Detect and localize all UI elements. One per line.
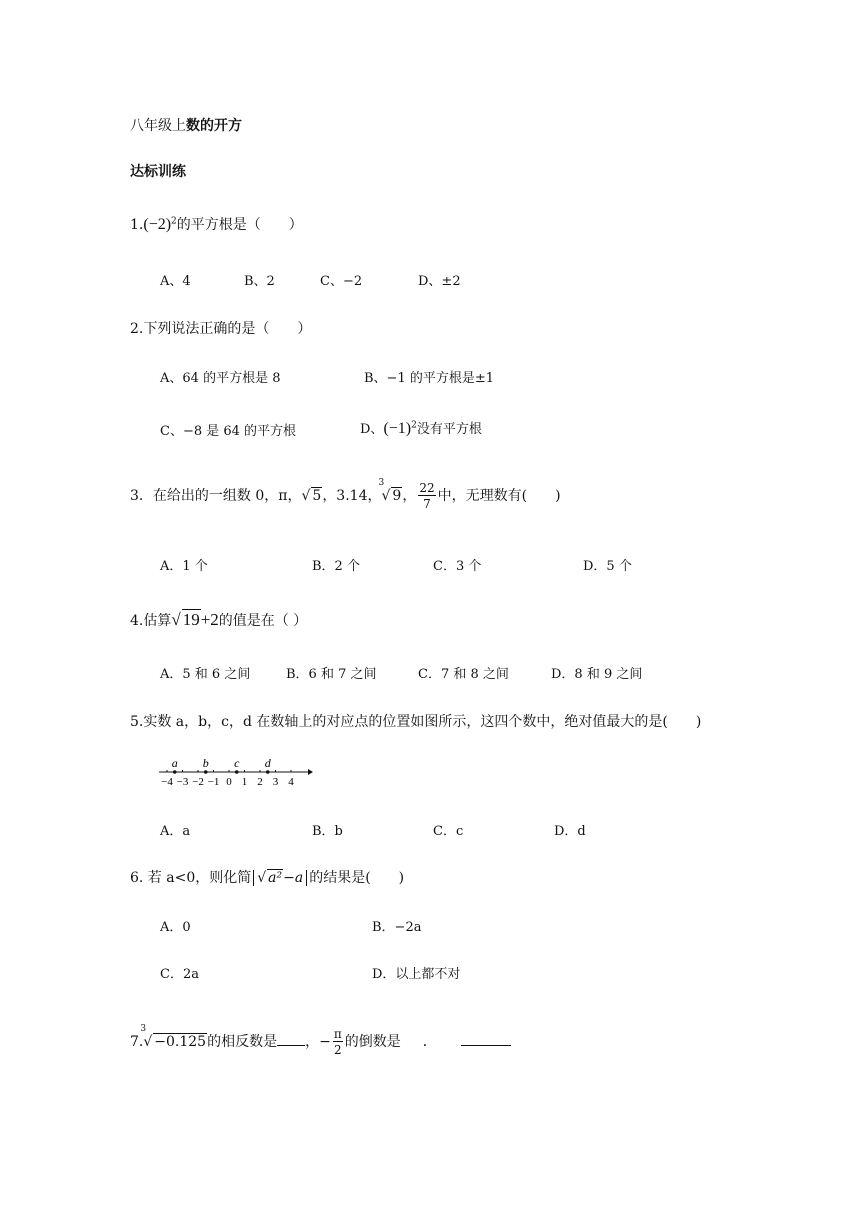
number-line-point xyxy=(173,770,177,774)
q1-number: 1. xyxy=(130,217,144,233)
number-line-tick-label: 0 xyxy=(226,776,232,788)
question-3 xyxy=(130,478,561,511)
q7-comma: ，− xyxy=(305,1034,331,1050)
q3-cbrt-radicand: 9 xyxy=(392,488,402,504)
q7-cbrt-index: 3 xyxy=(140,1024,147,1034)
q6-lead: 6. 若 a<0，则化简 xyxy=(130,870,252,886)
q3-frac-num: 22 xyxy=(419,481,435,495)
q1-option-b: B、2 xyxy=(244,274,275,289)
q2-d-base: (−1) xyxy=(383,420,412,437)
doc-header xyxy=(130,115,242,135)
q2-option-c: C、−8 是 64 的平方根 xyxy=(160,424,297,439)
q1-option-a: A、4 xyxy=(160,274,191,289)
q4-option-a: A．5 和 6 之间 xyxy=(160,667,251,682)
number-line-point-label: d xyxy=(264,756,271,770)
header-prefix: 八年级上 xyxy=(130,118,186,134)
q2-d-suffix: 没有平方根 xyxy=(416,422,482,437)
q7-frac-den: 2 xyxy=(333,1043,342,1057)
q7-fraction xyxy=(333,1028,343,1056)
q3-sqrt-radicand: 5 xyxy=(312,488,322,504)
q7-frac-num: π xyxy=(333,1027,342,1041)
q3-sqrt: √ 5 xyxy=(301,488,322,504)
q1-text: 的平方根是（ ） xyxy=(176,217,303,233)
q7-cbrt-radicand: −0.125 xyxy=(154,1034,207,1050)
q6-sqrt-radicand: a² xyxy=(268,870,283,886)
number-line-point xyxy=(235,770,239,774)
number-line-tick-label: −4 xyxy=(161,776,173,788)
q6-tail: 的结果是( ) xyxy=(309,870,405,886)
q5-option-a: A．a xyxy=(160,824,191,839)
q3-mid: ，3.14， xyxy=(322,488,382,504)
q3-lead: 3．在给出的一组数 0，π， xyxy=(130,488,302,504)
q6-option-c: C．2a xyxy=(160,967,199,982)
section-title: 达标训练 xyxy=(130,164,186,180)
number-line-tick-label: 3 xyxy=(272,776,279,788)
question-1 xyxy=(130,214,303,234)
q3-fraction xyxy=(418,482,435,510)
q7-number: 7. xyxy=(130,1034,144,1050)
q4-option-c: C．7 和 8 之间 xyxy=(418,667,509,682)
q2-d-prefix: D、 xyxy=(360,422,384,437)
number-line-point-label: a xyxy=(171,756,178,770)
q7-cbrt: 3 √ −0.125 xyxy=(140,1024,207,1050)
number-line-tick-label: −1 xyxy=(207,776,220,788)
question-7 xyxy=(130,1024,511,1057)
q4-sqrt: √ 19 xyxy=(171,610,200,629)
q3-frac-den: 7 xyxy=(423,497,431,511)
question-4 xyxy=(130,610,307,630)
q3-option-b: B．2 个 xyxy=(312,559,360,574)
q5-option-c: C．c xyxy=(433,824,464,839)
number-line-ticks xyxy=(161,770,294,788)
q4-lead: 4.估算 xyxy=(130,613,172,629)
q6-option-d: D．以上都不对 xyxy=(372,967,461,982)
q7-text2: 的倒数是 xyxy=(344,1034,401,1050)
question-2: 2.下列说法正确的是（ ） xyxy=(130,321,312,337)
q1-base: (−2) xyxy=(143,216,172,233)
q4-plus: +2 xyxy=(200,610,219,629)
q5-option-b: B．b xyxy=(312,824,343,839)
q2-d-exponent: 2 xyxy=(411,420,417,431)
number-line-tick-label: 2 xyxy=(257,776,263,788)
number-line-tick-label: −2 xyxy=(192,776,204,788)
q7-period: ． xyxy=(422,1034,437,1050)
q1-option-c: C、−2 xyxy=(320,274,363,289)
q2-option-a: A、64 的平方根是 8 xyxy=(160,371,281,386)
number-line-tick-label: 1 xyxy=(241,776,248,788)
q3-option-c: C．3 个 xyxy=(433,559,482,574)
q3-cbrt-index: 3 xyxy=(378,478,385,488)
q1-option-d: D、±2 xyxy=(418,274,461,289)
q6-abs-tail: −a xyxy=(283,870,304,886)
number-line-figure xyxy=(155,752,320,792)
question-6 xyxy=(130,867,404,887)
header-title: 数的开方 xyxy=(186,118,242,134)
q4-sqrt-radicand: 19 xyxy=(182,610,200,629)
number-line-point xyxy=(266,770,270,774)
number-line-points xyxy=(172,756,272,774)
q4-option-b: B．6 和 7 之间 xyxy=(286,667,377,682)
q7-answer-blank-1[interactable] xyxy=(277,1045,305,1046)
number-line-point-label: b xyxy=(202,756,209,770)
q3-option-d: D．5 个 xyxy=(583,559,632,574)
q3-sep: ， xyxy=(402,488,417,504)
number-line-point-label: c xyxy=(234,756,240,770)
q2-option-b: B、−1 的平方根是±1 xyxy=(364,371,495,386)
q3-cbrt: 3 √ 9 xyxy=(378,478,402,504)
number-line-point xyxy=(204,770,208,774)
q7-answer-blank-2[interactable] xyxy=(461,1045,511,1046)
question-5: 5.实数 a，b，c，d 在数轴上的对应点的位置如图所示，这四个数中，绝对值最大的是( ) xyxy=(130,714,702,730)
q4-tail: 的值是在（ ） xyxy=(218,613,308,629)
q5-option-d: D．d xyxy=(554,824,586,839)
q6-option-a: A．0 xyxy=(160,920,191,935)
q3-tail: 中，无理数有( ) xyxy=(437,488,561,504)
q6-abs-expression xyxy=(253,870,307,886)
number-line-tick-label: 4 xyxy=(288,776,294,788)
q7-text1: 的相反数是 xyxy=(207,1034,278,1050)
number-line-tick-label: −3 xyxy=(176,776,189,788)
q3-option-a: A．1 个 xyxy=(160,559,208,574)
q4-option-d: D．8 和 9 之间 xyxy=(551,667,643,682)
q6-sqrt: √ a² xyxy=(257,870,283,886)
number-line-arrow-icon xyxy=(308,769,313,775)
q1-exponent: 2 xyxy=(171,216,177,227)
q6-option-b: B．−2a xyxy=(372,920,422,935)
q2-option-d xyxy=(360,418,482,438)
